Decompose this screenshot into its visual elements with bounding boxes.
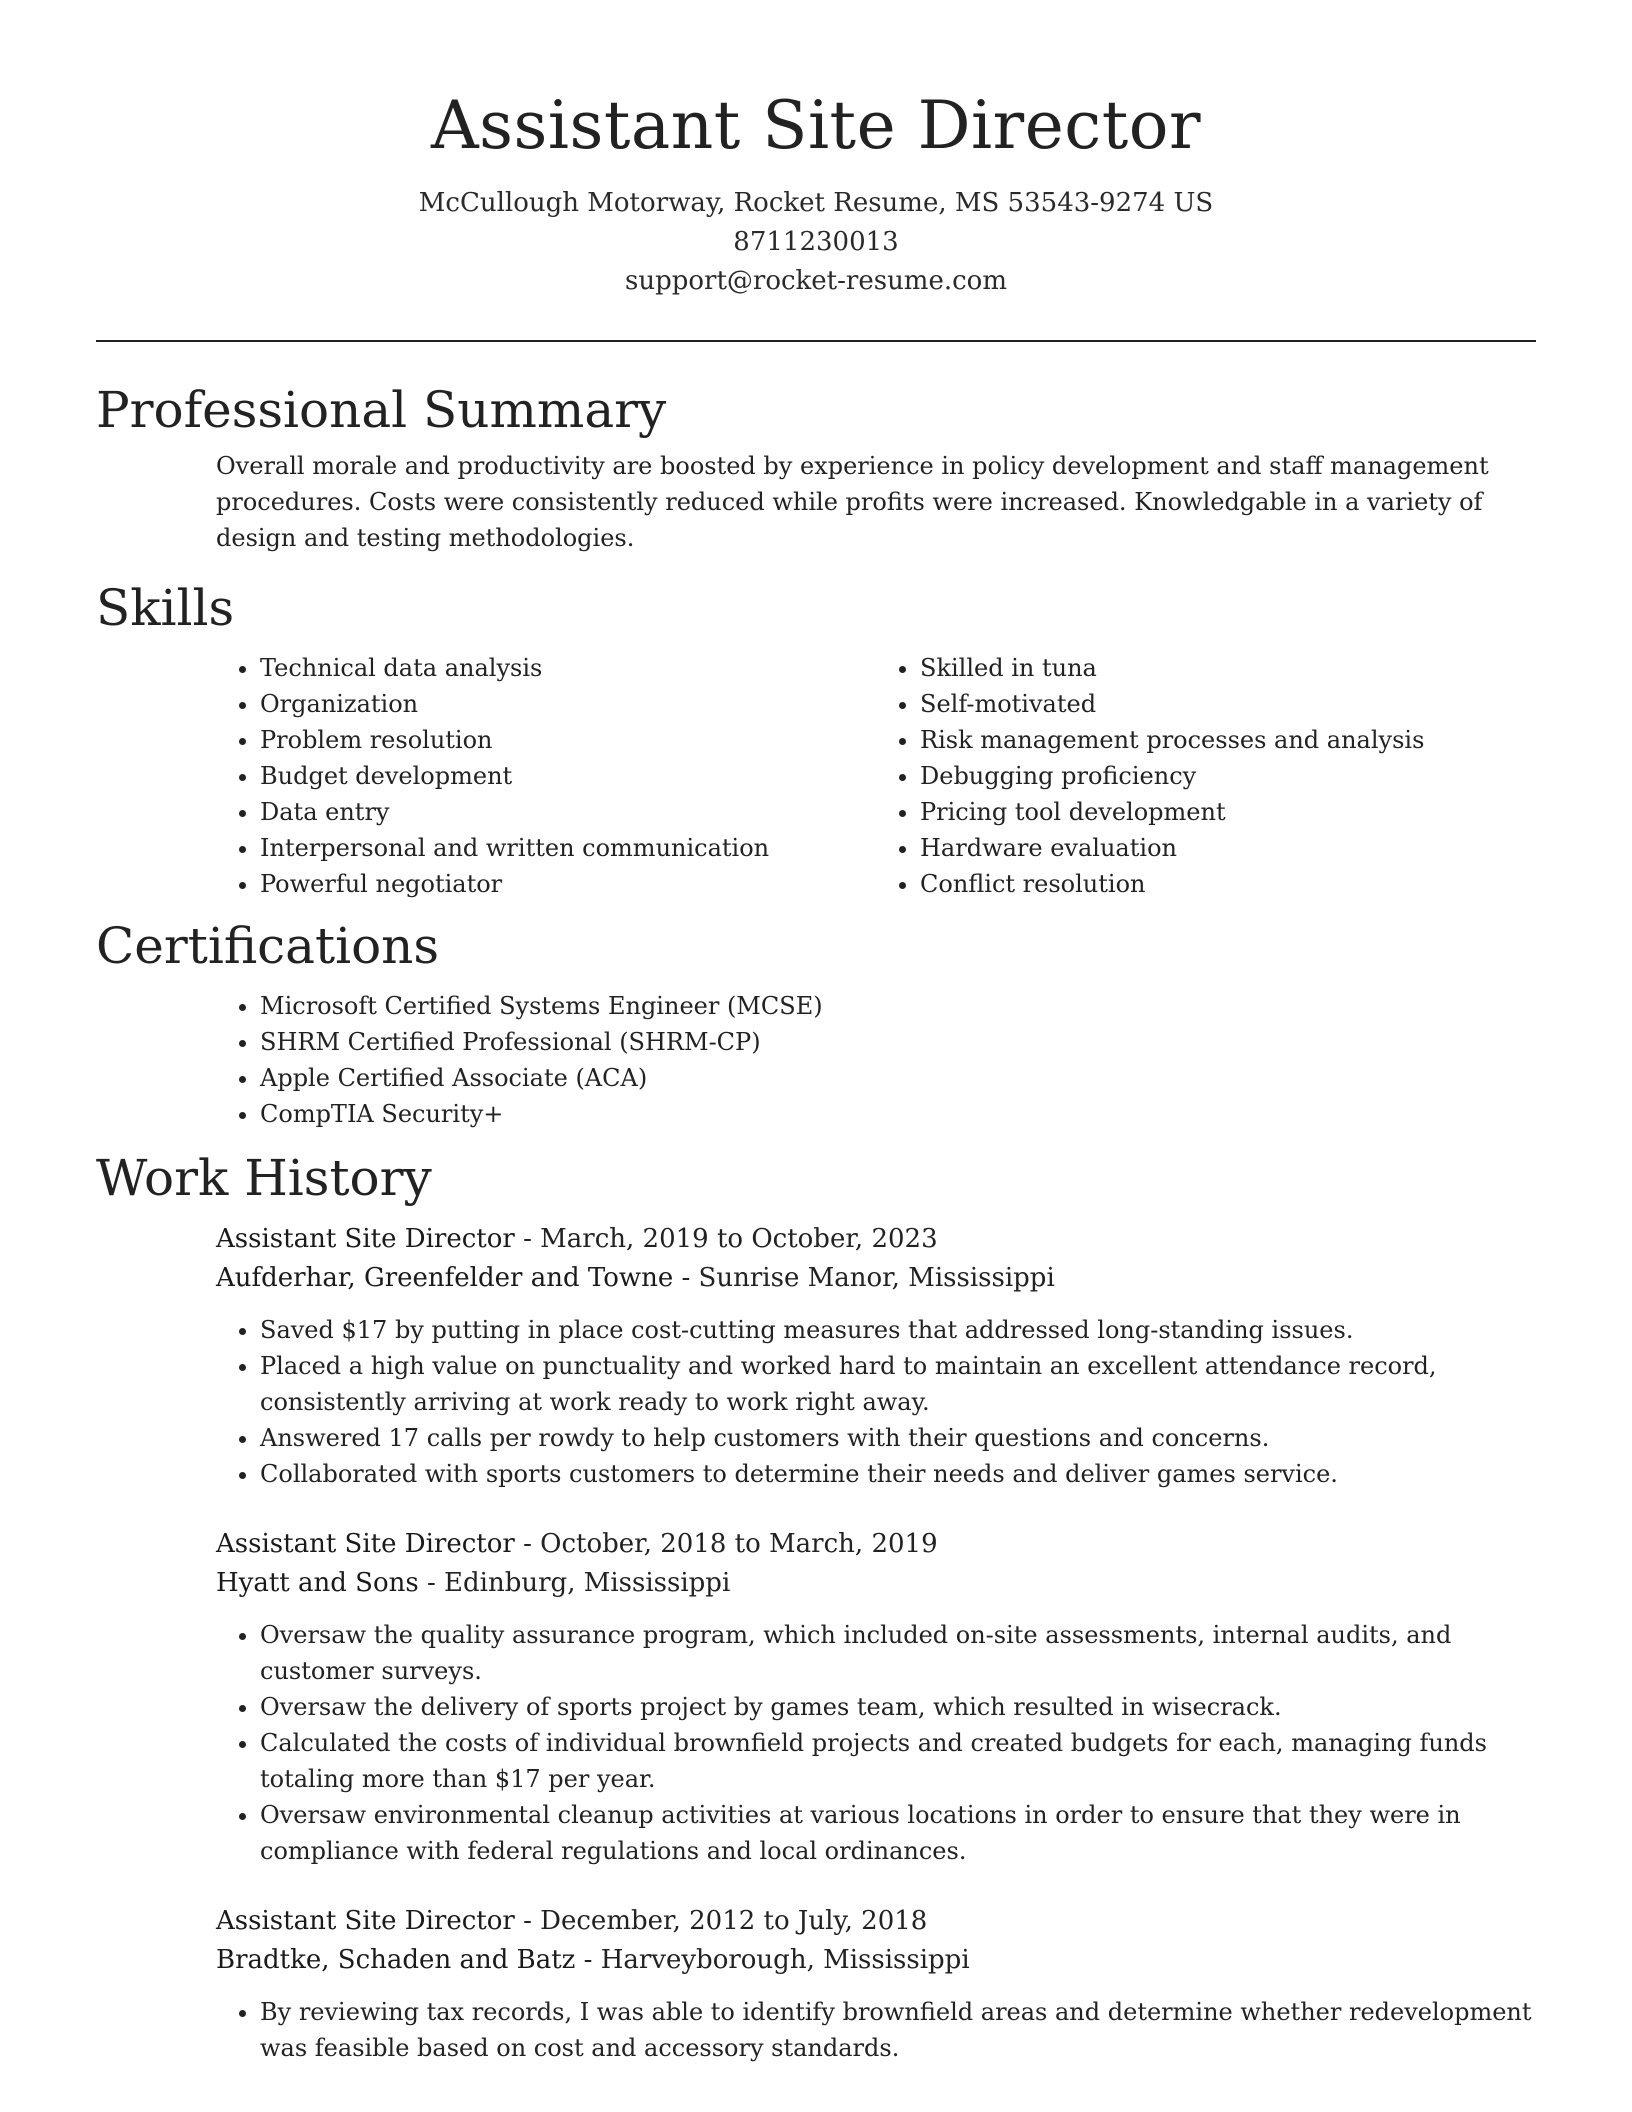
skills-list-right xyxy=(876,650,1536,902)
work-history-section xyxy=(96,1148,1536,2066)
email: support@rocket-resume.com xyxy=(624,266,1007,296)
skill-item: • Budget development xyxy=(260,758,876,794)
job-company-line xyxy=(216,1941,1536,1980)
job-company: Aufderhar, Greenfelder and Towne xyxy=(216,1263,674,1293)
job-entry xyxy=(216,1525,1536,1869)
skill-item: • Conflict resolution xyxy=(920,866,1536,902)
work-history-title: Work History xyxy=(96,1149,432,1207)
job-role: Assistant Site Director xyxy=(216,1529,515,1559)
skill-item: • Powerful negotiator xyxy=(260,866,876,902)
certifications-list xyxy=(216,988,1536,1132)
job-bullet: • Collaborated with sports customers to determine their needs and deliver games service. xyxy=(260,1456,1536,1492)
skill-item: • Debugging proficiency xyxy=(920,758,1536,794)
address: McCullough Motorway, Rocket Resume, MS 53543-9274 US xyxy=(418,188,1214,218)
skill-item: • Technical data analysis xyxy=(260,650,876,686)
job-bullet: • Oversaw the delivery of sports project by games team, which resulted in wisecrack. xyxy=(260,1689,1536,1725)
job-company-line xyxy=(216,1259,1536,1298)
skill-item: • Skilled in tuna xyxy=(920,650,1536,686)
job-dates: - October, 2018 to March, 2019 xyxy=(514,1529,938,1559)
skill-item: • Risk management processes and analysis xyxy=(920,722,1536,758)
job-dates: - December, 2012 to July, 2018 xyxy=(514,1906,928,1936)
skill-item: • Hardware evaluation xyxy=(920,830,1536,866)
header-divider xyxy=(96,340,1536,342)
phone: 8711230013 xyxy=(733,227,899,257)
summary-section xyxy=(96,380,1536,556)
skill-item: • Interpersonal and written communication xyxy=(260,830,876,866)
job-location: - Harveyborough, Mississippi xyxy=(575,1945,970,1975)
job-role: Assistant Site Director xyxy=(216,1906,515,1936)
skills-list-left xyxy=(216,650,876,902)
job-bullet: • Placed a high value on punctuality and worked hard to maintain an excellent attendance record, consistently arriving at work ready to work right away. xyxy=(260,1348,1536,1420)
job-title-line xyxy=(216,1525,1536,1564)
certifications-title: Certifications xyxy=(96,917,440,975)
job-company-line xyxy=(216,1564,1536,1603)
skill-item: • Data entry xyxy=(260,794,876,830)
skill-item: • Organization xyxy=(260,686,876,722)
job-bullet: • Calculated the costs of individual brownfield projects and created budgets for each, managing funds totaling more than $17 per year. xyxy=(260,1725,1536,1797)
job-dates: - March, 2019 to October, 2023 xyxy=(514,1224,938,1254)
job-company: Hyatt and Sons xyxy=(216,1568,419,1598)
job-bullets xyxy=(216,1312,1536,1492)
job-bullet: • Oversaw environmental cleanup activities at various locations in order to ensure that they were in compliance with federal regulations and local ordinances. xyxy=(260,1797,1536,1869)
certification-item: • SHRM Certified Professional (SHRM-CP) xyxy=(260,1024,1536,1060)
job-bullet: • By reviewing tax records, I was able to identify brownfield areas and determine whether redevelopment was feasible based on cost and accessory standards. xyxy=(260,1994,1536,2066)
job-entry xyxy=(216,1220,1536,1492)
candidate-name: Assistant Site Director xyxy=(430,87,1202,164)
summary-text: Overall morale and productivity are boosted by experience in policy development and staff management procedures. Costs were consistently reduced while profits were increased. Knowledgable in a variety of design and testing methodologies. xyxy=(216,452,1489,552)
certification-item: • Microsoft Certified Systems Engineer (MCSE) xyxy=(260,988,1536,1024)
skill-item: • Pricing tool development xyxy=(920,794,1536,830)
skill-item: • Self-motivated xyxy=(920,686,1536,722)
skills-section xyxy=(96,578,1536,902)
job-bullet: • Answered 17 calls per rowdy to help customers with their questions and concerns. xyxy=(260,1420,1536,1456)
job-bullet: • Oversaw the quality assurance program, which included on-site assessments, internal audits, and customer surveys. xyxy=(260,1617,1536,1689)
job-title-line xyxy=(216,1220,1536,1259)
job-company: Bradtke, Schaden and Batz xyxy=(216,1945,576,1975)
job-bullets xyxy=(216,1617,1536,1869)
certification-item: • Apple Certified Associate (ACA) xyxy=(260,1060,1536,1096)
job-location: - Edinburg, Mississippi xyxy=(418,1568,731,1598)
job-title-line xyxy=(216,1902,1536,1941)
job-bullets xyxy=(216,1994,1536,2066)
skill-item: • Problem resolution xyxy=(260,722,876,758)
certifications-section xyxy=(96,916,1536,1132)
job-entry xyxy=(216,1902,1536,2066)
job-location: - Sunrise Manor, Mississippi xyxy=(673,1263,1055,1293)
job-bullet: • Saved $17 by putting in place cost-cutting measures that addressed long-standing issues. xyxy=(260,1312,1536,1348)
resume-page xyxy=(96,0,1536,2066)
summary-title: Professional Summary xyxy=(96,381,667,439)
job-role: Assistant Site Director xyxy=(216,1224,515,1254)
skills-title: Skills xyxy=(96,579,235,637)
certification-item: • CompTIA Security+ xyxy=(260,1096,1536,1132)
resume-header xyxy=(96,0,1536,301)
